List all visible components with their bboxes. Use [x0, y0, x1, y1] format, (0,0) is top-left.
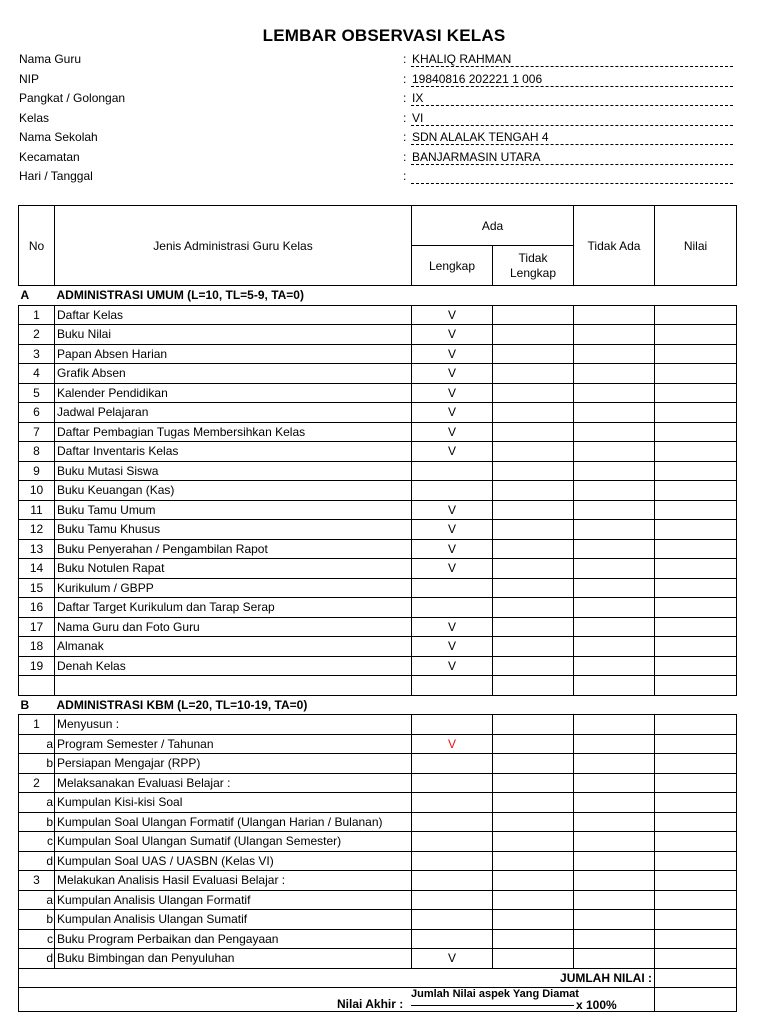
check-tidak-ada [574, 734, 655, 754]
row-item: Daftar Kelas [55, 305, 412, 325]
check-tidak-lengkap [493, 851, 574, 871]
info-label: NIP [19, 71, 40, 86]
table-row [19, 812, 737, 832]
info-value: KHALIQ RAHMAN [412, 52, 512, 66]
info-colon: : [403, 149, 407, 164]
table-row [19, 617, 737, 637]
table-row [19, 637, 737, 657]
row-number: 1 [19, 305, 55, 325]
check-lengkap: V [412, 383, 493, 403]
row-number: 9 [19, 461, 55, 481]
page-title: LEMBAR OBSERVASI KELAS [262, 26, 506, 45]
info-label: Kelas [19, 110, 50, 125]
nilai-cell [655, 656, 737, 676]
check-tidak-lengkap [493, 500, 574, 520]
check-tidak-ada [574, 754, 655, 774]
check-tidak-ada [574, 520, 655, 540]
row-item: Kumpulan Analisis Ulangan Formatif [55, 890, 412, 910]
check-lengkap: V [412, 325, 493, 345]
info-label: Nama Sekolah [19, 130, 98, 144]
table-row [19, 656, 737, 676]
check-tidak-ada [574, 890, 655, 910]
check-tidak-ada [574, 325, 655, 345]
row-item: Denah Kelas [55, 656, 412, 676]
check-tidak-lengkap [493, 832, 574, 852]
jumlah-nilai-label: JUMLAH NILAI : [19, 968, 655, 988]
check-tidak-ada [574, 637, 655, 657]
row-number: 14 [19, 559, 55, 579]
row-number: 13 [19, 539, 55, 559]
info-value: SDN ALALAK TENGAH 4 [412, 130, 549, 144]
check-lengkap [412, 754, 493, 774]
row-item: Buku Program Perbaikan dan Pengayaan [55, 929, 412, 949]
row-item: Program Semester / Tahunan [55, 734, 412, 754]
check-tidak-lengkap [493, 871, 574, 891]
row-number: 7 [19, 422, 55, 442]
info-row [19, 89, 739, 109]
nilai-cell [655, 637, 737, 657]
check-lengkap [412, 832, 493, 852]
row-item: Daftar Pembagian Tugas Membersihkan Kelas [55, 422, 412, 442]
empty-cell [55, 676, 412, 696]
row-item: Daftar Target Kurikulum dan Tarap Serap [55, 598, 412, 618]
nilai-cell [655, 754, 737, 774]
table-row [19, 890, 737, 910]
table-row [19, 520, 737, 540]
check-tidak-ada [574, 949, 655, 969]
nilai-cell [655, 832, 737, 852]
nilai-cell [655, 481, 737, 501]
row-sub-letter: a [19, 734, 55, 754]
nilai-cell [655, 617, 737, 637]
row-sub-letter: b [19, 812, 55, 832]
row-item: Melakukan Analisis Hasil Evaluasi Belajar : [55, 871, 412, 891]
check-lengkap: V [412, 364, 493, 384]
info-value: VI [412, 110, 424, 125]
info-colon: : [403, 71, 407, 86]
check-tidak-ada [574, 481, 655, 501]
check-lengkap: V [412, 617, 493, 637]
row-item: Papan Absen Harian [55, 344, 412, 364]
check-tidak-ada [574, 851, 655, 871]
dashed-underline [411, 125, 733, 126]
row-item: Grafik Absen [55, 364, 412, 384]
fraction-line [411, 1005, 574, 1006]
row-number: 3 [19, 344, 55, 364]
row-sub-letter: c [19, 832, 55, 852]
check-lengkap: V [412, 949, 493, 969]
row-number: 15 [19, 578, 55, 598]
check-tidak-lengkap [493, 929, 574, 949]
check-tidak-lengkap [493, 305, 574, 325]
check-tidak-lengkap [493, 539, 574, 559]
info-label: Kecamatan [19, 149, 80, 164]
check-tidak-lengkap [493, 344, 574, 364]
row-number: 10 [19, 481, 55, 501]
check-lengkap: V [412, 539, 493, 559]
check-tidak-lengkap [493, 773, 574, 793]
dashed-underline [411, 183, 733, 184]
info-row [19, 70, 739, 90]
nilai-cell [655, 559, 737, 579]
nilai-akhir-value [655, 988, 737, 1012]
check-lengkap: V [412, 500, 493, 520]
check-tidak-ada [574, 598, 655, 618]
table-row [19, 364, 737, 384]
check-tidak-lengkap [493, 890, 574, 910]
check-lengkap: V [412, 656, 493, 676]
nilai-akhir-multiplier: x 100% [576, 998, 617, 1012]
check-tidak-ada [574, 364, 655, 384]
check-tidak-lengkap [493, 715, 574, 735]
table-row [19, 715, 737, 735]
check-lengkap: V [412, 520, 493, 540]
section-code: B [20, 697, 30, 712]
info-row [19, 109, 739, 129]
check-tidak-ada [574, 344, 655, 364]
row-sub-letter: b [19, 754, 55, 774]
header-tidak-ada: Tidak Ada [574, 206, 655, 286]
section-title: ADMINISTRASI KBM (L=20, TL=10-19, TA=0) [56, 697, 308, 712]
row-item: Almanak [55, 637, 412, 657]
dashed-underline [411, 164, 733, 165]
row-number: 17 [19, 617, 55, 637]
nilai-cell [655, 871, 737, 891]
nilai-cell [655, 344, 737, 364]
row-number: 8 [19, 442, 55, 462]
row-item: Kumpulan Kisi-kisi Soal [55, 793, 412, 813]
check-tidak-lengkap [493, 481, 574, 501]
header-lengkap: Lengkap [412, 246, 493, 286]
info-row [19, 167, 739, 187]
info-label: Nama Guru [19, 52, 82, 66]
check-lengkap [412, 851, 493, 871]
info-value: BANJARMASIN UTARA [412, 149, 541, 164]
info-colon: : [403, 169, 407, 183]
row-number: 12 [19, 520, 55, 540]
nilai-cell [655, 812, 737, 832]
nilai-cell [655, 929, 737, 949]
row-item: Buku Bimbingan dan Penyuluhan [55, 949, 412, 969]
teacher-info [19, 50, 739, 187]
check-tidak-ada [574, 715, 655, 735]
row-item: Kalender Pendidikan [55, 383, 412, 403]
row-number: 2 [19, 773, 55, 793]
row-item: Kumpulan Analisis Ulangan Sumatif [55, 910, 412, 930]
row-number: 19 [19, 656, 55, 676]
check-lengkap [412, 598, 493, 618]
nilai-cell [655, 305, 737, 325]
check-lengkap: V [412, 422, 493, 442]
check-tidak-lengkap [493, 461, 574, 481]
table-row [19, 442, 737, 462]
check-lengkap: V [412, 637, 493, 657]
observation-table [18, 205, 737, 1012]
row-item: Kurikulum / GBPP [55, 578, 412, 598]
nilai-cell [655, 734, 737, 754]
check-tidak-ada [574, 793, 655, 813]
nilai-akhir-numerator: Jumlah Nilai aspek Yang Diamat [411, 988, 579, 1000]
info-colon: : [403, 110, 407, 125]
header-tidak-lengkap: Tidak Lengkap [493, 246, 574, 286]
dashed-underline [411, 105, 733, 106]
row-item: Kumpulan Soal Ulangan Sumatif (Ulangan Semester) [55, 832, 412, 852]
nilai-cell [655, 520, 737, 540]
row-sub-letter: d [19, 851, 55, 871]
nilai-cell [655, 578, 737, 598]
table-row [19, 344, 737, 364]
row-item: Kumpulan Soal UAS / UASBN (Kelas VI) [55, 851, 412, 871]
check-lengkap [412, 793, 493, 813]
info-label: Hari / Tanggal [19, 169, 93, 183]
section-title: ADMINISTRASI UMUM (L=10, TL=5-9, TA=0) [56, 288, 304, 303]
check-tidak-ada [574, 559, 655, 579]
row-item: Buku Keuangan (Kas) [55, 481, 412, 501]
nilai-cell [655, 851, 737, 871]
check-tidak-lengkap [493, 403, 574, 423]
row-sub-letter: a [19, 793, 55, 813]
check-tidak-lengkap [493, 442, 574, 462]
check-tidak-ada [574, 578, 655, 598]
check-tidak-ada [574, 383, 655, 403]
check-tidak-lengkap [493, 793, 574, 813]
check-tidak-ada [574, 442, 655, 462]
row-number: 6 [19, 403, 55, 423]
row-item: Menyusun : [55, 715, 412, 735]
table-row [19, 734, 737, 754]
check-tidak-lengkap [493, 383, 574, 403]
dashed-underline [411, 66, 733, 67]
check-tidak-lengkap [493, 325, 574, 345]
check-tidak-lengkap [493, 754, 574, 774]
check-tidak-ada [574, 871, 655, 891]
info-colon: : [403, 52, 407, 66]
section-code: A [20, 288, 30, 303]
table-row [19, 754, 737, 774]
check-tidak-lengkap [493, 656, 574, 676]
check-lengkap: V [412, 305, 493, 325]
table-row [19, 851, 737, 871]
check-tidak-lengkap [493, 734, 574, 754]
row-sub-letter: b [19, 910, 55, 930]
nilai-akhir-formula [19, 988, 655, 1012]
empty-cell [412, 676, 493, 696]
nilai-cell [655, 773, 737, 793]
info-label: Pangkat / Golongan [19, 91, 126, 105]
nilai-cell [655, 422, 737, 442]
check-tidak-lengkap [493, 422, 574, 442]
check-tidak-ada [574, 910, 655, 930]
check-tidak-lengkap [493, 617, 574, 637]
info-value: IX [412, 91, 424, 105]
header-no: No [19, 206, 55, 286]
empty-cell [574, 676, 655, 696]
empty-cell [19, 676, 55, 696]
check-tidak-ada [574, 773, 655, 793]
nilai-cell [655, 598, 737, 618]
check-tidak-ada [574, 461, 655, 481]
check-tidak-lengkap [493, 520, 574, 540]
nilai-cell [655, 383, 737, 403]
row-item: Jadwal Pelajaran [55, 403, 412, 423]
header-ada: Ada [412, 206, 574, 246]
nilai-cell [655, 890, 737, 910]
table-row [19, 793, 737, 813]
nilai-cell [655, 403, 737, 423]
row-number: 4 [19, 364, 55, 384]
check-tidak-ada [574, 500, 655, 520]
table-row [19, 305, 737, 325]
check-lengkap [412, 871, 493, 891]
check-tidak-ada [574, 539, 655, 559]
row-item: Buku Tamu Khusus [55, 520, 412, 540]
table-row [19, 559, 737, 579]
dashed-underline [411, 144, 733, 145]
nilai-cell [655, 500, 737, 520]
check-tidak-ada [574, 812, 655, 832]
table-row [19, 403, 737, 423]
dashed-underline [411, 86, 733, 87]
row-item: Persiapan Mengajar (RPP) [55, 754, 412, 774]
row-sub-letter: c [19, 929, 55, 949]
check-tidak-ada [574, 305, 655, 325]
check-lengkap: V [412, 344, 493, 364]
info-colon: : [403, 91, 407, 105]
nilai-cell [655, 539, 737, 559]
check-lengkap [412, 773, 493, 793]
check-tidak-lengkap [493, 578, 574, 598]
table-row [19, 325, 737, 345]
check-lengkap [412, 481, 493, 501]
nilai-cell [655, 442, 737, 462]
check-lengkap [412, 910, 493, 930]
table-row [19, 539, 737, 559]
info-row [19, 148, 739, 168]
empty-row [19, 676, 737, 696]
check-lengkap [412, 812, 493, 832]
header-jenis: Jenis Administrasi Guru Kelas [55, 206, 412, 286]
nilai-cell [655, 793, 737, 813]
check-tidak-lengkap [493, 364, 574, 384]
check-lengkap: V [412, 403, 493, 423]
table-row [19, 773, 737, 793]
check-tidak-lengkap [493, 559, 574, 579]
row-item: Nama Guru dan Foto Guru [55, 617, 412, 637]
row-number: 1 [19, 715, 55, 735]
check-lengkap [412, 929, 493, 949]
row-sub-letter: a [19, 890, 55, 910]
nilai-cell [655, 461, 737, 481]
table-row [19, 481, 737, 501]
nilai-cell [655, 364, 737, 384]
row-number: 5 [19, 383, 55, 403]
row-number: 11 [19, 500, 55, 520]
table-row [19, 871, 737, 891]
row-item: Buku Nilai [55, 325, 412, 345]
check-tidak-lengkap [493, 812, 574, 832]
info-row [19, 50, 739, 70]
row-item: Buku Notulen Rapat [55, 559, 412, 579]
table-row [19, 383, 737, 403]
nilai-cell [655, 949, 737, 969]
table-row [19, 949, 737, 969]
check-tidak-lengkap [493, 598, 574, 618]
row-item: Melaksanakan Evaluasi Belajar : [55, 773, 412, 793]
nilai-cell [655, 325, 737, 345]
nilai-cell [655, 715, 737, 735]
empty-cell [493, 676, 574, 696]
row-item: Buku Mutasi Siswa [55, 461, 412, 481]
info-value: 19840816 202221 1 006 [412, 71, 543, 86]
check-lengkap: V [412, 734, 493, 754]
table-row [19, 500, 737, 520]
check-lengkap: V [412, 442, 493, 462]
table-header-row [19, 206, 737, 246]
check-lengkap [412, 578, 493, 598]
table-row [19, 578, 737, 598]
final-row [19, 988, 737, 1012]
row-item: Kumpulan Soal Ulangan Formatif (Ulangan Harian / Bulanan) [55, 812, 412, 832]
check-lengkap [412, 890, 493, 910]
check-tidak-ada [574, 656, 655, 676]
table-row [19, 598, 737, 618]
row-number: 2 [19, 325, 55, 345]
nilai-akhir-label: Nilai Akhir : [337, 997, 404, 1011]
check-lengkap: V [412, 559, 493, 579]
check-tidak-ada [574, 403, 655, 423]
total-row [19, 968, 737, 988]
nilai-cell [655, 910, 737, 930]
row-number: 3 [19, 871, 55, 891]
table-row [19, 910, 737, 930]
check-tidak-ada [574, 832, 655, 852]
empty-cell [655, 676, 737, 696]
table-row [19, 461, 737, 481]
info-row [19, 128, 739, 148]
row-item: Buku Tamu Umum [55, 500, 412, 520]
jumlah-nilai-value [655, 968, 737, 988]
section-row [19, 695, 737, 715]
row-item: Daftar Inventaris Kelas [55, 442, 412, 462]
check-tidak-lengkap [493, 949, 574, 969]
table-row [19, 929, 737, 949]
check-tidak-lengkap [493, 637, 574, 657]
row-sub-letter: d [19, 949, 55, 969]
check-tidak-lengkap [493, 910, 574, 930]
check-tidak-ada [574, 929, 655, 949]
section-row [19, 286, 737, 306]
table-row [19, 422, 737, 442]
check-lengkap [412, 715, 493, 735]
check-tidak-ada [574, 422, 655, 442]
info-colon: : [403, 130, 407, 144]
row-number: 16 [19, 598, 55, 618]
row-number: 18 [19, 637, 55, 657]
header-nilai: Nilai [655, 206, 737, 286]
table-row [19, 832, 737, 852]
check-tidak-ada [574, 617, 655, 637]
row-item: Buku Penyerahan / Pengambilan Rapot [55, 539, 412, 559]
check-lengkap [412, 461, 493, 481]
